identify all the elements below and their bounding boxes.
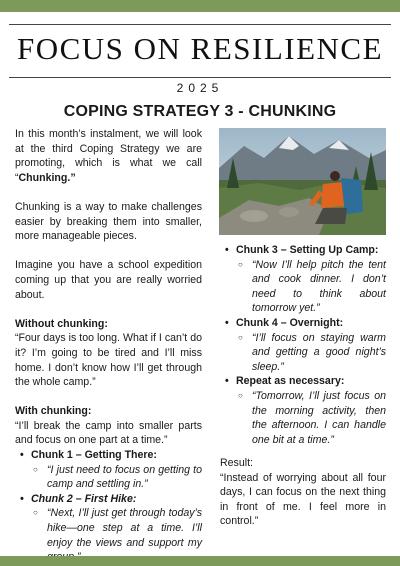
list-item: • Chunk 4 – Overnight:	[220, 316, 386, 331]
list-item: • Repeat as necessary:	[220, 374, 386, 389]
intro-term: Chunking.”	[18, 171, 76, 184]
intro-text: In this month’s instalment, we will look at the third Coping Strategy we are promoting, which is what we call “	[15, 128, 202, 184]
result-text: “Instead of worrying about all four days, I can focus on the next thing in front of me. I feel more in control.”	[220, 471, 386, 528]
year-label: 2025	[176, 81, 224, 95]
list-subitem: ○ “Tomorrow, I’ll just focus on the morning activity, then the afternoon. I can handle one bit at a time.”	[220, 389, 386, 447]
section-subtitle: COPING STRATEGY 3 - CHUNKING	[63, 103, 337, 120]
page-title: FOCUS ON RESILIENCE	[16, 31, 384, 66]
list-subitem: ○ “I just need to focus on getting to camp and settling in.”	[15, 463, 202, 492]
result-label: Result:	[220, 457, 253, 469]
left-column	[15, 127, 202, 565]
list-subitem: ○ “I’ll focus on staying warm and getting a good night’s sleep.”	[220, 331, 386, 375]
list-subitem: ○ “Next, I’ll just get through today’s hike—one step at a time. I’ll enjoy the views and support my	[15, 506, 202, 564]
list-subitem: ○ “Now I’ll help pitch the tent and cook dinner. I don’t need to think about tomorrow yet.”	[220, 258, 386, 316]
with-heading: With chunking:	[15, 405, 92, 418]
scenario-paragraph: Imagine you have a school expedition coming up that you are really worried about.	[15, 259, 202, 301]
intro-paragraph	[15, 127, 202, 185]
header-rule-bottom	[9, 77, 391, 78]
with-text: “I’ll break the camp into smaller parts and focus on one part at a time.”	[15, 419, 202, 447]
right-column	[220, 243, 386, 447]
list-item: • Chunk 2 – First Hike:	[15, 492, 202, 507]
without-text: “Four days is too long. What if I can’t do it? I’m going to be tired and I’ll miss home. I don’t know how I’ll get through the whole camp.”	[15, 332, 202, 389]
definition-paragraph: Chunking is a way to make challenges easier by breaking them into smaller, more manageable pieces.	[15, 200, 202, 243]
hiker-photo	[219, 128, 386, 235]
list-item: • Chunk 1 – Getting There:	[15, 448, 202, 463]
top-accent-bar	[0, 0, 400, 12]
list-item: • Chunk 3 – Setting Up Camp:	[220, 243, 386, 258]
result-section	[220, 456, 386, 529]
bottom-accent-bar	[0, 556, 400, 566]
chunk-list-right	[220, 243, 386, 447]
without-heading: Without chunking:	[15, 317, 108, 330]
header-rule-top	[9, 24, 391, 25]
chunk-list-left	[15, 448, 202, 565]
